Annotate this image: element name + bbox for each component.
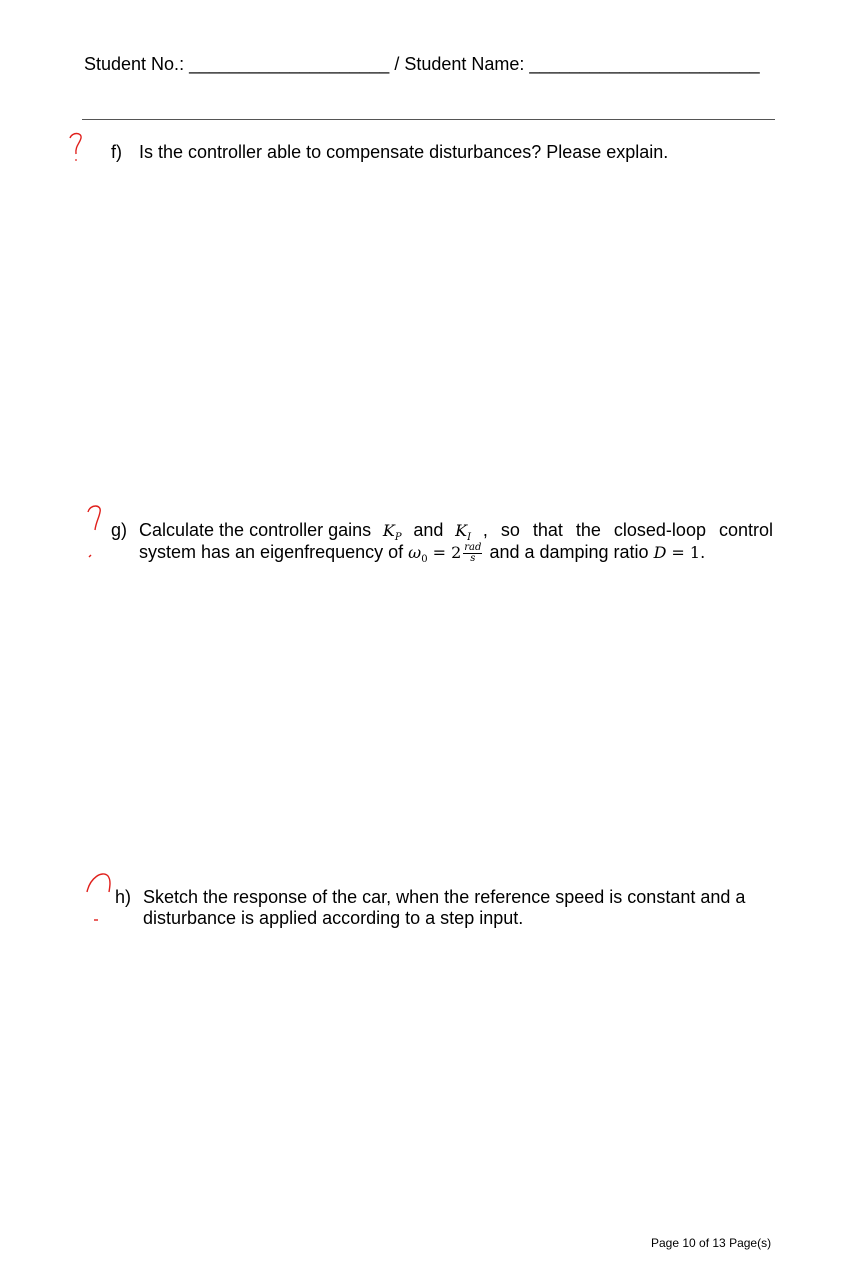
question-f-label: f) <box>111 142 122 162</box>
student-name-label: / Student Name: <box>394 54 525 74</box>
damping-symbol: D <box>653 543 667 562</box>
damping-equals: = 1. <box>671 543 706 562</box>
question-h-line-1: Sketch the response of the car, when the reference speed is constant and a <box>143 887 746 907</box>
ki-symbol: $K_I$ <box>455 521 472 543</box>
question-h-label: h) <box>115 887 132 907</box>
question-g-text-2b: and a damping ratio <box>489 542 649 562</box>
student-header <box>84 54 760 75</box>
student-no-label: Student No.: <box>84 54 185 74</box>
kp-symbol: $K_P$ <box>382 521 402 543</box>
question-h <box>115 886 775 930</box>
omega-symbol: $\omega_0$ <box>408 543 428 565</box>
question-g-text-1b: , so that the closed-loop control <box>482 520 773 540</box>
question-h-line-2: disturbance is applied according to a step input. <box>143 908 524 928</box>
student-no-field[interactable]: ____________________ <box>189 54 390 74</box>
rad-per-s-fraction: $\frac{\text{rad}}{s}$ <box>464 541 482 564</box>
omega-equals: = 2 <box>432 543 462 562</box>
question-g-line-2 <box>139 541 705 567</box>
question-mark-f <box>64 130 86 166</box>
page-number: Page 10 of 13 Page(s) <box>651 1236 772 1250</box>
header-divider <box>82 119 775 120</box>
question-g-label: g) <box>111 520 128 540</box>
question-g <box>111 519 773 567</box>
student-name-field[interactable]: _______________________ <box>529 54 760 74</box>
question-mark-h <box>84 870 114 926</box>
question-g-and: and <box>413 520 444 540</box>
question-g-text-2a: system has an eigenfrequency of <box>139 542 404 562</box>
question-f <box>111 141 771 163</box>
question-f-text: Is the controller able to compensate disturbances? Please explain. <box>139 142 669 162</box>
question-mark-g <box>84 502 106 564</box>
question-g-text-1a: Calculate the controller gains <box>139 520 372 540</box>
